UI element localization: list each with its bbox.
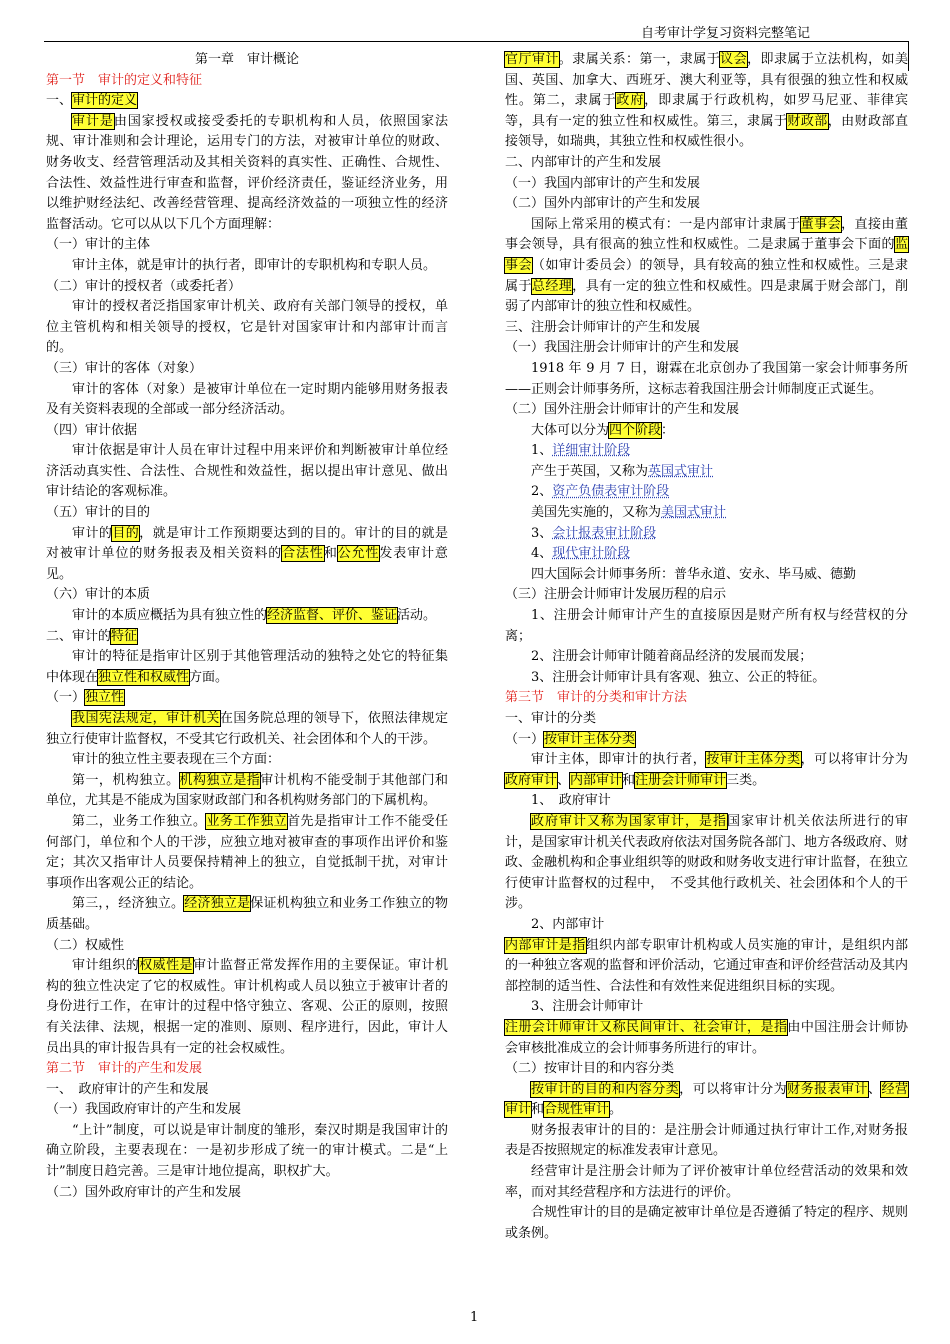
- left-paragraph: [46, 1080, 448, 1101]
- highlighted-term: 业务工作独立: [206, 813, 288, 829]
- right-paragraph: [505, 647, 908, 668]
- highlighted-term: 财务报表审计: [787, 1081, 868, 1097]
- text-run: （二）权威性: [46, 937, 125, 953]
- right-paragraph: [505, 1203, 908, 1244]
- left-paragraph: [46, 688, 448, 709]
- highlighted-term: 官厅审计: [505, 52, 559, 67]
- text-run: 第三节 审计的分类和审计方法: [505, 690, 688, 706]
- right-column: [505, 50, 908, 1244]
- left-paragraph: [46, 936, 448, 957]
- text-run: 国家审计机关依法所进行的审计，是国家审计机关代表政府依法对国务院各部门、地方各级政府、财政、金融机构和企事业组织等的财政和财务收支进行审计监督，在独立行使审计监督权的过程中， 不受其他行政机关、社会团体和个人的干涉。: [505, 813, 909, 912]
- text-run: 1、注册会计师审计产生的直接原因是财产所有权与经营权的分离；: [505, 608, 908, 644]
- left-paragraph: [46, 956, 448, 1059]
- text-run: 大体可以分为: [531, 422, 610, 438]
- left-paragraph: [46, 297, 448, 359]
- left-paragraph: [46, 812, 448, 894]
- right-paragraph: [505, 791, 908, 812]
- text-run: 三类。: [726, 772, 766, 788]
- text-run: （三）注册会计师审计发展历程的启示: [505, 587, 727, 603]
- text-run: （一）审计的主体: [46, 237, 151, 253]
- text-run: 和: [323, 546, 338, 562]
- right-paragraph: [505, 668, 908, 689]
- left-paragraph: [46, 894, 448, 935]
- text-run: （五）审计的目的: [46, 505, 151, 521]
- text-run: ，就是审计工作预期要达到的目的。审计的目的就是对被审计单位的财务报表及相关资料的: [46, 525, 448, 562]
- text-run: 美国先实施的，又称为: [531, 505, 662, 521]
- highlighted-term: 内部审计: [570, 772, 623, 788]
- right-paragraph: [505, 730, 908, 751]
- left-paragraph: [46, 771, 448, 812]
- text-run: （二）国外内部审计的产生和发展: [505, 196, 701, 212]
- left-paragraph: [46, 71, 448, 92]
- left-paragraph: [46, 277, 448, 298]
- text-run: ，直接由董事会领导，具有很高的独立性和权威性。二是隶属于董事会下面的: [505, 216, 908, 253]
- right-paragraph: [505, 1080, 908, 1121]
- highlighted-term: 财政部: [787, 113, 828, 129]
- highlighted-term: 按审计主体分类: [544, 731, 636, 747]
- text-run: ：: [661, 422, 675, 438]
- highlighted-term: 我国宪法规定，审计机关: [72, 711, 220, 726]
- text-run: ，即隶属于立法机构，如美国、英国、加拿大、西班牙、澳大利亚等，具有很强的独立性和权威性。第二，隶属于: [505, 52, 908, 109]
- text-run: 由中国注册会计师协会审核批准成立的会计师事务所进行的审计。: [505, 1019, 908, 1056]
- left-paragraph: [46, 1183, 448, 1204]
- text-run: “上计”制度，可以说是审计制度的雏形，秦汉时期是我国审计的确立阶段，主要表现在：一是初步形成了统一的审计模式。二是“上计”制度日趋完善。三是审计地位提高，职权扩大。: [46, 1122, 448, 1180]
- text-run: （三）审计的客体（对象）: [46, 360, 203, 376]
- right-paragraph: [505, 482, 908, 503]
- text-run: 。: [609, 1102, 623, 1118]
- text-run: 一、 政府审计的产生和发展: [46, 1081, 209, 1097]
- page-number: 1: [470, 1310, 479, 1325]
- text-run: 2、注册会计师审计随着商品经济的发展而发展；: [531, 649, 813, 665]
- stage-term: 资产负债表审计阶段: [552, 484, 670, 500]
- page-header: 自考审计学复习资料完整笔记: [640, 26, 810, 41]
- text-run: 第一，机构独立。: [72, 772, 180, 788]
- text-run: 1918 年 9 月 7 日，谢霖在北京创办了我国第一家会计师事务所——正则会计师事务所，这标志着我国注册会计师制度正式诞生。: [505, 360, 908, 397]
- text-run: （一）我国注册会计师审计的产生和发展: [505, 340, 740, 356]
- text-run: 、: [867, 1081, 882, 1097]
- text-run: 审计主体，就是审计的执行者，即审计的专职机构和专职人员。: [72, 257, 437, 273]
- highlighted-term: 监事会: [505, 237, 908, 273]
- text-run: 三、注册会计师审计的产生和发展: [505, 319, 701, 335]
- text-run: 和: [622, 772, 636, 788]
- stage-term: 现代审计阶段: [552, 546, 631, 562]
- text-run: （二）国外注册会计师审计的产生和发展: [505, 402, 740, 418]
- text-run: ，具有一定的独立性和权威性。四是隶属于财会部门，削弱了内部审计的独立性和权威性。: [505, 278, 908, 315]
- left-paragraph: [46, 359, 448, 380]
- text-run: （如审计委员会）的领导，具有较高的独立性和权威性。三是隶属于: [505, 257, 908, 294]
- text-run: 在国务院总理的领导下，依照法律规定独立行使审计监督权，不受其它行政机关、社会团体和个人的干涉。: [46, 711, 448, 747]
- highlighted-term: 政府审计: [505, 772, 558, 788]
- text-run: 二、内部审计的产生和发展: [505, 154, 662, 170]
- text-run: （一）我国政府审计的产生和发展: [46, 1102, 242, 1118]
- highlighted-term: 注册会计师审计: [635, 772, 727, 788]
- text-run: 保证机构独立和业务工作独立的物质基础。: [46, 896, 448, 932]
- text-run: 3、: [531, 525, 553, 541]
- left-paragraph: [46, 1059, 448, 1080]
- text-run: ，即隶属于行政机构，如罗马尼亚、菲律宾等，具有一定的独立性和权威性。第三，隶属于: [505, 93, 908, 129]
- text-run: 财务报表审计的目的：是注册会计师通过执行审计工作,对财务报表是否按照规定的标准发表审计意见。: [505, 1122, 908, 1159]
- highlighted-term: 权威性是: [139, 958, 193, 974]
- highlighted-term: 按审计的目的和内容分类: [531, 1081, 680, 1097]
- highlighted-term: 经济独立是: [184, 896, 251, 912]
- text-run: 四大国际会计师事务所：普华永道、安永、毕马威、德勤: [531, 566, 857, 582]
- left-paragraph: [46, 1121, 448, 1183]
- highlighted-term: 政府: [616, 93, 645, 109]
- highlighted-term: 注册会计师审计又称民间审计、社会审计，是指: [505, 1019, 788, 1035]
- highlighted-term: 经营审计: [505, 1081, 908, 1118]
- text-run: 1、: [531, 443, 553, 459]
- text-run: 2、内部审计: [531, 916, 605, 932]
- right-paragraph: [505, 524, 908, 545]
- left-paragraph: [46, 256, 448, 277]
- highlighted-term: 公允性: [337, 546, 380, 562]
- stage-term: 美国式审计: [661, 505, 727, 521]
- highlighted-term: 经济监督、评价、鉴证: [267, 608, 398, 624]
- text-run: 二、审计的: [46, 628, 112, 644]
- text-run: ，可以将审计分为: [679, 1081, 788, 1097]
- right-paragraph: [505, 1162, 908, 1203]
- highlighted-term: 政府审计又称为国家审计，是指: [531, 813, 727, 829]
- right-paragraph: [505, 194, 908, 215]
- text-run: 3、注册会计师审计: [531, 999, 644, 1015]
- right-paragraph: [505, 50, 908, 153]
- text-run: 审计监督正常发挥作用的主要保证。审计机构的独立性决定了它的权威性。审计机构或人员以独立于被审计者的身份进行工作，在审计的过程中恪守独立、客观、公正的原则，按照有关法律、法规，根据一定的准则、原则、程序进行，因此，审计人员出具的审计报告具有一定的社会权威性。: [46, 958, 448, 1056]
- right-paragraph: [505, 1018, 908, 1059]
- right-paragraph: [505, 688, 908, 709]
- right-paragraph: [505, 936, 908, 998]
- highlighted-term: 内部审计是指: [505, 937, 586, 953]
- right-paragraph: [505, 915, 908, 936]
- text-run: 审计机构不能受制于其他部门和单位，尤其是不能成为国家财政部门和各机构财务部门的下属机构。: [46, 772, 448, 809]
- text-run: （一）我国内部审计的产生和发展: [505, 175, 701, 191]
- right-paragraph: [505, 462, 908, 483]
- text-run: 国际上常采用的模式有：一是内部审计隶属于: [531, 216, 801, 232]
- right-paragraph: [505, 606, 908, 647]
- right-paragraph: [505, 544, 908, 565]
- text-run: 第一节 审计的定义和特征: [46, 72, 203, 88]
- highlighted-term: 独立性: [85, 690, 125, 706]
- right-paragraph: [505, 565, 908, 586]
- right-paragraph: [505, 153, 908, 174]
- text-run: （二）按审计目的和内容分类: [505, 1061, 675, 1077]
- right-paragraph: [505, 215, 908, 318]
- right-paragraph: [505, 318, 908, 339]
- left-paragraph: [46, 1100, 448, 1121]
- text-run: 第二节 审计的产生和发展: [46, 1061, 203, 1077]
- text-run: 经营审计是注册会计师为了评价被审计单位经营活动的效果和效率，而对其经营程序和方法进行的评价。: [505, 1164, 908, 1200]
- text-run: 组织内部专职审计机构或人员实施的审计，是组织内部的一种独立客观的监督和评价活动，它通过审查和评价经营活动及其内部控制的适当性、合法性和有效性来促进组织目标的实现。: [505, 937, 909, 994]
- text-run: 产生于英国，又称为: [531, 463, 649, 479]
- stage-term: 会计报表审计阶段: [552, 525, 657, 541]
- text-run: （四）审计依据: [46, 422, 138, 438]
- left-paragraph: [46, 585, 448, 606]
- left-paragraph: [46, 421, 448, 442]
- highlighted-term: 议会: [720, 52, 748, 67]
- text-run: 活动。: [397, 608, 437, 624]
- header-vertical-rule: [908, 41, 909, 71]
- left-paragraph: [46, 750, 448, 771]
- right-paragraph: [505, 359, 908, 400]
- text-run: （一）: [505, 731, 545, 747]
- text-run: （一）: [46, 690, 86, 706]
- right-paragraph: [505, 585, 908, 606]
- highlighted-term: 机构独立是指: [179, 772, 261, 788]
- right-paragraph: [505, 1059, 908, 1080]
- right-paragraph: [505, 441, 908, 462]
- text-run: 2、: [531, 484, 553, 500]
- left-paragraph: [46, 112, 448, 236]
- text-run: 审计依据是审计人员在审计过程中用来评价和判断被审计单位经济活动真实性、合法性、合规性和效益性，据以提出审计意见、做出审计结论的客观标准。: [46, 443, 448, 500]
- text-run: （二）国外政府审计的产生和发展: [46, 1184, 242, 1200]
- text-run: 首先是指审计工作不能受任何部门，单位和个人的干涉，应独立地对被审查的事项作出评价和鉴定；其次又指审计人员要保持精神上的独立，自觉抵制干扰，对审计事项作出客观公正的结论。: [46, 813, 448, 891]
- left-paragraph: [46, 709, 448, 750]
- text-run: 4、: [531, 546, 553, 562]
- text-run: 审计的特征是指审计区别于其他管理活动的独特之处它的特征集中体现在: [46, 649, 448, 685]
- text-run: 审计组织的: [72, 958, 140, 974]
- text-run: 审计的授权者泛指国家审计机关、政府有关部门领导的授权，单位主管机构和相关领导的授权，它是针对国家审计和内部审计而言的。: [46, 299, 448, 356]
- right-paragraph: [505, 421, 908, 442]
- left-paragraph: [46, 235, 448, 256]
- right-paragraph: [505, 174, 908, 195]
- header-rule: [44, 41, 908, 42]
- text-run: ，由财政部直接领导，如瑞典，其独立性和权威性很小。: [505, 113, 908, 150]
- stage-term: 英国式审计: [648, 463, 714, 479]
- highlighted-term: 审计的定义: [72, 93, 138, 109]
- highlighted-term: 董事会: [800, 216, 842, 232]
- text-run: 方面。: [189, 669, 229, 685]
- left-paragraph: [46, 91, 448, 112]
- left-paragraph: [46, 50, 448, 71]
- right-paragraph: [505, 997, 908, 1018]
- highlighted-term: 按审计主体分类: [706, 752, 801, 768]
- right-paragraph: [505, 1121, 908, 1162]
- right-paragraph: [505, 338, 908, 359]
- text-run: 。隶属关系：第一，隶属于: [558, 52, 721, 67]
- text-run: 审计的独立性主要表现在三个方面：: [72, 752, 281, 768]
- text-run: 3、注册会计师审计具有客观、独立、公正的特征。: [531, 669, 826, 685]
- text-run: 发表审计意见。: [46, 546, 448, 582]
- text-run: 审计的客体（对象）是被审计单位在一定时期内能够用财务报表及有关资料表现的全部或一部分经济活动。: [46, 381, 448, 418]
- text-run: 第一章 审计概论: [194, 52, 299, 67]
- text-run: 审计的: [72, 525, 113, 541]
- highlighted-term: 审计是: [72, 113, 114, 129]
- highlighted-term: 合规性审计: [544, 1102, 610, 1118]
- text-run: 和: [531, 1102, 545, 1118]
- left-paragraph: [46, 503, 448, 524]
- right-paragraph: [505, 750, 908, 791]
- left-paragraph: [46, 441, 448, 503]
- left-paragraph: [46, 606, 448, 627]
- highlighted-term: 独立性和权威性: [98, 669, 190, 685]
- left-paragraph: [46, 627, 448, 648]
- highlighted-term: 目的: [112, 525, 140, 541]
- text-run: 审计主体，即审计的执行者，: [531, 752, 707, 768]
- text-run: （二）审计的授权者（或委托者）: [46, 278, 242, 294]
- right-paragraph: [505, 709, 908, 730]
- highlighted-term: 特征: [111, 628, 138, 644]
- right-paragraph: [505, 503, 908, 524]
- left-paragraph: [46, 380, 448, 421]
- text-run: 1、 政府审计: [531, 793, 611, 809]
- left-paragraph: [46, 524, 448, 586]
- text-run: 一、审计的分类: [505, 711, 597, 726]
- left-paragraph: [46, 647, 448, 688]
- right-paragraph: [505, 400, 908, 421]
- highlighted-term: 四个阶段: [609, 422, 662, 438]
- right-paragraph: [505, 812, 908, 915]
- text-run: （六）审计的本质: [46, 587, 151, 603]
- text-run: 第三，，经济独立。: [72, 896, 185, 912]
- stage-term: 详细审计阶段: [552, 443, 631, 459]
- left-column: [46, 50, 448, 1203]
- text-run: 第二，业务工作独立。: [72, 813, 207, 829]
- text-run: 合规性审计的目的是确定被审计单位是否遵循了特定的程序、规则或条例。: [505, 1205, 909, 1241]
- text-run: 审计的本质应概括为具有独立性的: [72, 608, 268, 624]
- text-run: ，可以将审计分为: [800, 752, 908, 768]
- text-run: 、: [557, 772, 571, 788]
- text-run: 一、: [46, 93, 73, 109]
- highlighted-term: 合法性: [282, 546, 324, 562]
- text-run: 由国家授权或接受委托的专职机构和人员，依照国家法规、审计准则和会计理论，运用专门的方法，对被审计单位的财政、财务收支、经营管理活动及其相关资料的真实性、正确性、合规性、合法性、效益性进行审查和监督，评价经济责任，鉴证经济业务，用以维护财经法纪、改善经营管理、提高经济效益的一项独立性的经济监督活动。它可以从以下几个方面理解：: [46, 113, 448, 232]
- highlighted-term: 总经理: [531, 278, 573, 294]
